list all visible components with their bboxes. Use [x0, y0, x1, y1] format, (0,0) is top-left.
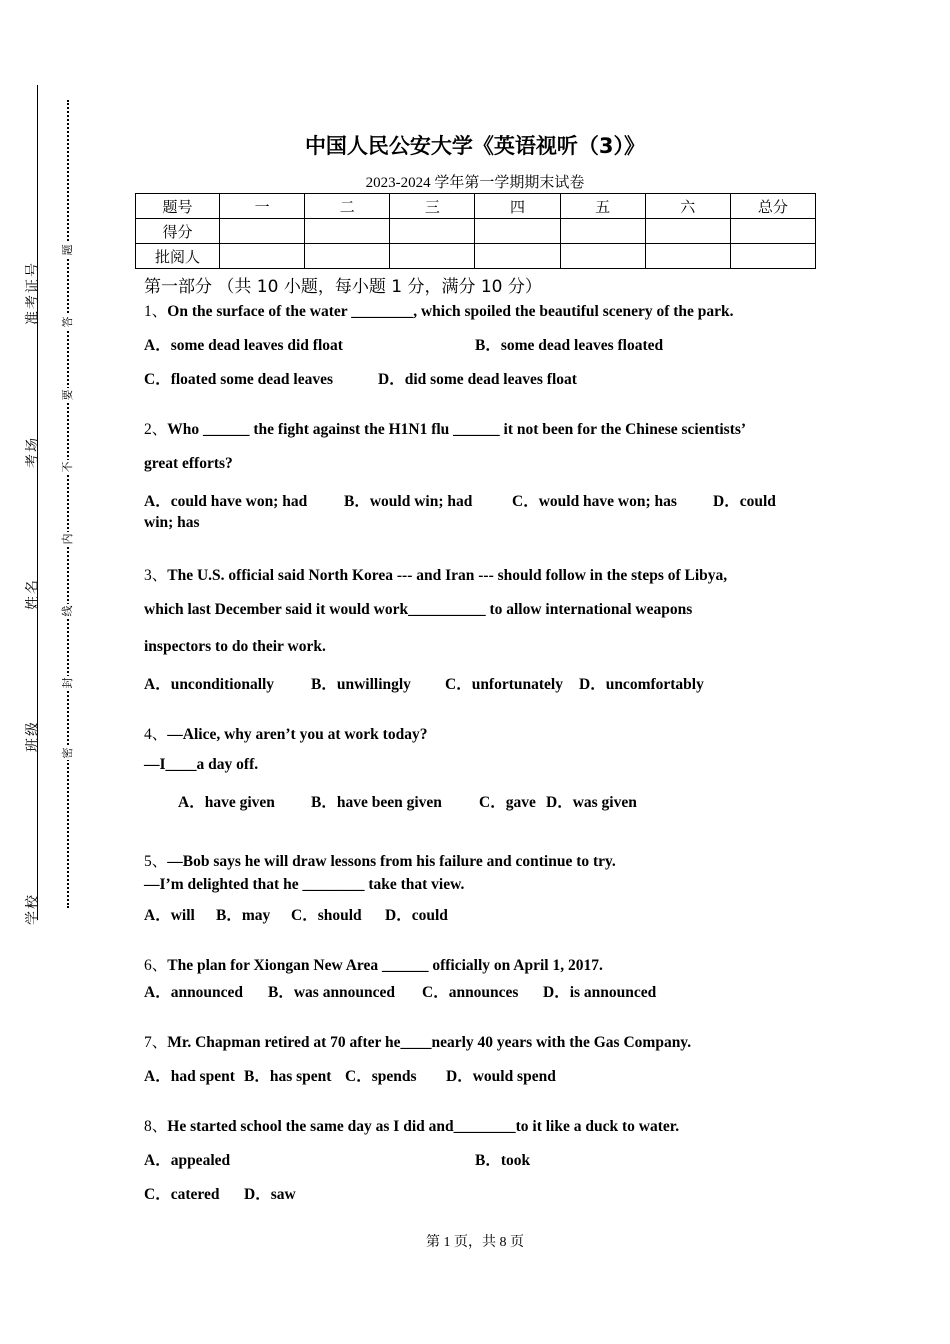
- column-header: 四: [475, 194, 560, 219]
- question-text: Who ______ the fight against the H1N1 flu ______ it not been for the Chinese scientists’: [167, 421, 747, 438]
- question-3: [144, 563, 727, 585]
- question-number: 2、: [144, 421, 168, 438]
- question-number: 6、: [144, 957, 168, 974]
- option-a: A．will: [144, 907, 195, 924]
- option-c: C．unfortunately: [445, 676, 563, 693]
- seal-char-7: 封: [62, 677, 74, 689]
- option-d: D．could: [713, 493, 776, 510]
- option-a: A．had spent: [144, 1068, 235, 1085]
- column-header: 二: [305, 194, 390, 219]
- grader-cell: [730, 244, 815, 269]
- option-a: A．announced: [144, 984, 244, 1001]
- option-a: A．unconditionally: [144, 676, 275, 693]
- binding-line: [37, 85, 38, 920]
- seal-char-6: 线: [62, 605, 74, 617]
- question-8: [144, 1114, 679, 1136]
- option-d: D．is announced: [543, 984, 657, 1001]
- exam-room-label: 考场: [26, 436, 41, 468]
- question-text: Mr. Chapman retired at 70 after he____nearly 40 years with the Gas Company.: [167, 1034, 692, 1051]
- option-b: B．may: [216, 907, 271, 924]
- question-number: 8、: [144, 1118, 168, 1135]
- question-7: [144, 1030, 691, 1052]
- question-number: 7、: [144, 1034, 168, 1051]
- grader-cell: [220, 244, 305, 269]
- score-cell: [645, 219, 730, 244]
- grader-cell: [645, 244, 730, 269]
- option-c: C．spends: [345, 1068, 417, 1085]
- grader-row: [136, 244, 816, 269]
- question-text-cont: great efforts?: [144, 455, 233, 472]
- seal-char-1: 题: [62, 244, 74, 256]
- seal-char-5: 内: [62, 533, 74, 545]
- score-cell: [475, 219, 560, 244]
- column-header: 五: [560, 194, 645, 219]
- seal-char-2: 答: [62, 316, 74, 328]
- option-c: C．floated some dead leaves: [144, 371, 333, 388]
- question-text-cont: inspectors to do their work.: [144, 638, 326, 655]
- option-a: A．have given: [178, 794, 275, 811]
- grader-cell: [305, 244, 390, 269]
- question-text: The plan for Xiongan New Area ______ officially on April 1, 2017.: [167, 957, 603, 974]
- score-cell: [560, 219, 645, 244]
- option-a: A．some dead leaves did float: [144, 337, 343, 354]
- option-b: B．unwillingly: [311, 676, 411, 693]
- score-table: [135, 193, 816, 269]
- option-c: C．announces: [422, 984, 519, 1001]
- option-d: D．uncomfortably: [579, 676, 704, 693]
- column-header: 六: [645, 194, 730, 219]
- option-d: D．could: [385, 907, 448, 924]
- page-title: 中国人民公安大学《英语视听（3）》: [304, 134, 646, 158]
- option-a: A．could have won; had: [144, 493, 308, 510]
- question-number: 1、: [144, 303, 168, 320]
- seal-dotted-line: [67, 100, 69, 908]
- option-b: B．has spent: [244, 1068, 332, 1085]
- option-d: D．would spend: [446, 1068, 556, 1085]
- question-text: He started school the same day as I did and________to it like a duck to water.: [167, 1118, 680, 1135]
- option-b: B．was announced: [268, 984, 396, 1001]
- question-2: [144, 417, 746, 439]
- column-header: 题号: [136, 194, 220, 219]
- question-number: 5、: [144, 853, 168, 870]
- page-subtitle: 2023-2024 学年第一学期期末试卷: [365, 175, 585, 191]
- option-d: D．was given: [546, 794, 637, 811]
- score-cell: [390, 219, 475, 244]
- question-text: —Alice, why aren’t you at work today?: [167, 726, 428, 743]
- question-text-cont: —I____a day off.: [144, 756, 259, 773]
- question-4: [144, 722, 427, 744]
- option-d: D．saw: [244, 1186, 296, 1203]
- seal-char-8: 密: [62, 747, 74, 759]
- question-5: [144, 849, 616, 871]
- score-cell: [220, 219, 305, 244]
- section-title: 第一部分 （共 10 小题，每小题 1 分，满分 10 分）: [144, 277, 542, 297]
- score-row: [136, 219, 816, 244]
- option-c: C．should: [291, 907, 362, 924]
- column-header: 一: [220, 194, 305, 219]
- option-b: B．took: [475, 1152, 531, 1169]
- exam-number-label: 准考证号: [26, 261, 41, 325]
- grader-cell: [560, 244, 645, 269]
- name-label: 姓名: [26, 578, 41, 610]
- option-b: B．would win; had: [344, 493, 473, 510]
- row-header: 批阅人: [136, 244, 220, 269]
- score-cell: [730, 219, 815, 244]
- option-b: B．have been given: [311, 794, 442, 811]
- column-header: 三: [390, 194, 475, 219]
- seal-char-4: 不: [62, 461, 74, 473]
- page-footer: 第 1 页，共 8 页: [426, 1235, 524, 1250]
- school-label: 学校: [26, 893, 41, 925]
- question-text: The U.S. official said North Korea --- and Iran --- should follow in the steps of Libya,: [167, 567, 728, 584]
- score-table-header-row: [136, 194, 816, 219]
- question-text-cont: which last December said it would work__________ to allow international weapons: [144, 601, 693, 618]
- option-c: C．gave: [479, 794, 536, 811]
- grader-cell: [475, 244, 560, 269]
- class-label: 班级: [26, 720, 41, 752]
- grader-cell: [390, 244, 475, 269]
- option-d-cont: win; has: [144, 514, 200, 531]
- option-c: C．would have won; has: [512, 493, 677, 510]
- question-text: On the surface of the water ________, which spoiled the beautiful scenery of the park.: [167, 303, 734, 320]
- question-number: 3、: [144, 567, 168, 584]
- question-1: [144, 299, 734, 321]
- option-a: A．appealed: [144, 1152, 231, 1169]
- option-b: B．some dead leaves floated: [475, 337, 664, 354]
- seal-char-3: 要: [62, 389, 74, 401]
- row-header: 得分: [136, 219, 220, 244]
- question-text-cont: —I’m delighted that he ________ take that view.: [144, 876, 465, 893]
- question-number: 4、: [144, 726, 168, 743]
- question-6: [144, 953, 603, 975]
- option-d: D．did some dead leaves float: [378, 371, 577, 388]
- option-c: C．catered: [144, 1186, 220, 1203]
- question-text: —Bob says he will draw lessons from his failure and continue to try.: [167, 853, 616, 870]
- score-cell: [305, 219, 390, 244]
- column-header: 总分: [730, 194, 815, 219]
